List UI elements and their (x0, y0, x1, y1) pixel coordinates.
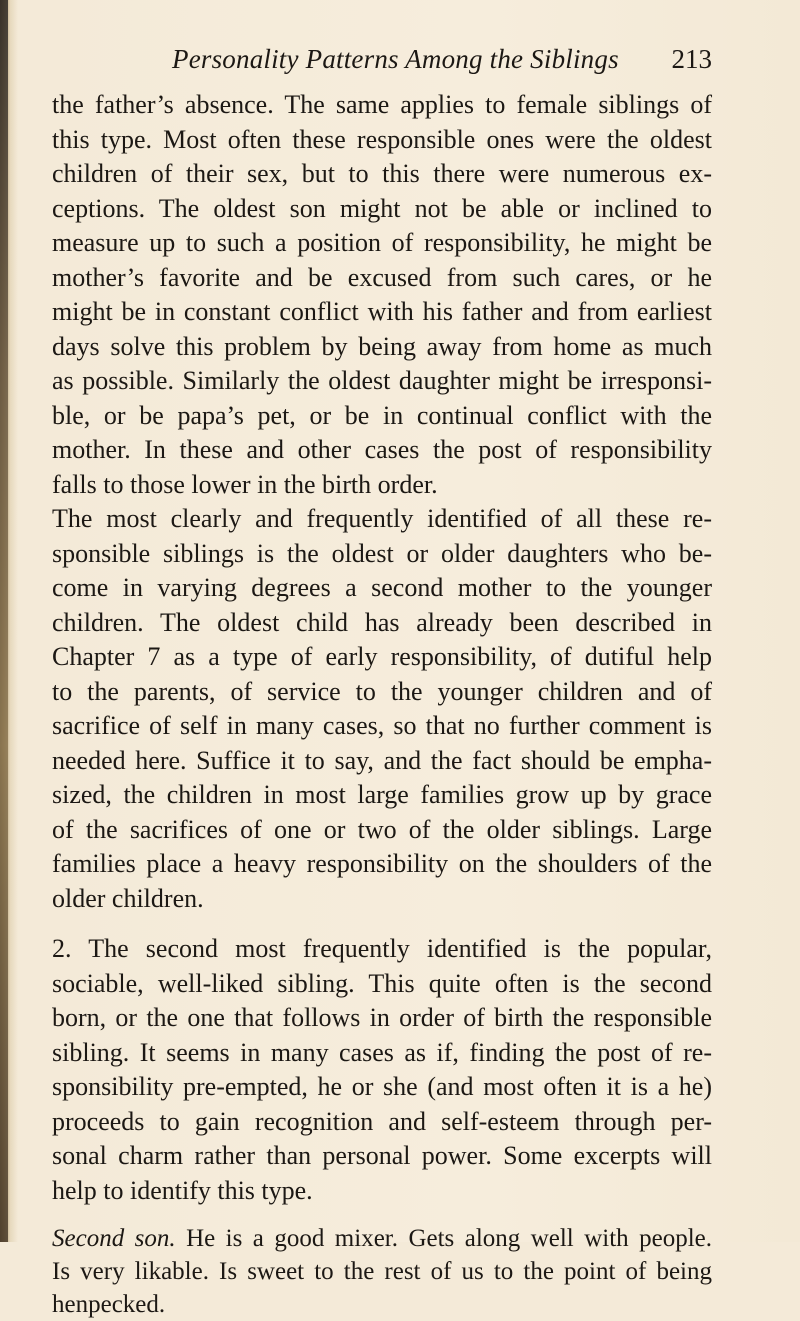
text-line: as possible. Similarly the oldest daughter might be irresponsi- (52, 366, 712, 395)
page-number: 213 (671, 44, 712, 74)
text-line: of the sacrifices of one or two of the older siblings. Large (52, 814, 712, 844)
text-line: children of their sex, but to this there were numerous ex- (52, 159, 712, 188)
text-line (52, 1222, 712, 1255)
text-line: come in varying degrees a second mother to the younger (52, 573, 712, 602)
paragraph-spacer (52, 916, 712, 932)
text-line: older children. (52, 883, 204, 913)
paragraph-2 (52, 502, 712, 916)
text-line: Chapter 7 as a type of early responsibility, of dutiful help (52, 642, 712, 671)
paragraph-1 (52, 88, 712, 502)
excerpt-block (52, 1222, 712, 1321)
book-binding-edge (0, 0, 8, 1242)
text-line: days solve this problem by being away from home as much (52, 331, 712, 361)
excerpt-text: He is a good mixer. Gets along well with people. (175, 1225, 712, 1252)
running-title: Personality Patterns Among the Siblings (172, 44, 619, 74)
text-line: proceeds to gain recognition and self-esteem through per- (52, 1106, 712, 1136)
text-line: henpecked. (52, 1291, 166, 1318)
paragraph-3 (52, 932, 712, 1208)
text-line: sociable, well-liked sibling. This quite often is the second (52, 968, 712, 998)
text-line: the father’s absence. The same applies to female siblings of (52, 90, 712, 119)
text-line: born, or the one that follows in order of birth the responsible (52, 1003, 712, 1032)
text-line: families place a heavy responsibility on the shoulders of the (52, 849, 712, 878)
excerpt-speaker: Second son. (52, 1225, 176, 1252)
text-line: children. The oldest child has already been described in (52, 607, 712, 637)
text-line: ceptions. The oldest son might not be able or inclined to (52, 193, 712, 223)
text-line: The most clearly and frequently identified of all these re- (52, 504, 712, 533)
text-line: sponsibility pre-empted, he or she (and most often it is a he) (52, 1072, 712, 1101)
text-line: sponsible siblings is the oldest or older daughters who be- (52, 538, 712, 568)
text-line: to the parents, of service to the younger children and of (52, 676, 712, 706)
text-line: sonal charm rather than personal power. Some excerpts will (52, 1141, 712, 1170)
text-line: ble, or be papa’s pet, or be in continual conflict with the (52, 400, 712, 430)
text-line: mother’s favorite and be excused from such cares, or he (52, 262, 712, 292)
page-header (52, 44, 712, 84)
text-line: this type. Most often these responsible ones were the oldest (52, 124, 712, 154)
text-line: mother. In these and other cases the post of responsibility (52, 435, 712, 464)
text-line: 2. The second most frequently identified is the popular, (52, 934, 712, 963)
text-line: measure up to such a position of responsibility, he might be (52, 228, 712, 257)
text-line: sibling. It seems in many cases as if, finding the post of re- (52, 1037, 712, 1067)
page-body (52, 88, 712, 1321)
text-line: sized, the children in most large families grow up by grace (52, 780, 712, 809)
text-line: might be in constant conflict with his father and from earliest (52, 297, 712, 326)
text-line: falls to those lower in the birth order. (52, 469, 438, 499)
text-line: sacrifice of self in many cases, so that no further comment is (52, 711, 712, 740)
text-line: Is very likable. Is sweet to the rest of us to the point of being (52, 1258, 712, 1285)
text-line: needed here. Suffice it to say, and the fact should be empha- (52, 745, 712, 775)
text-line: help to identify this type. (52, 1175, 313, 1205)
